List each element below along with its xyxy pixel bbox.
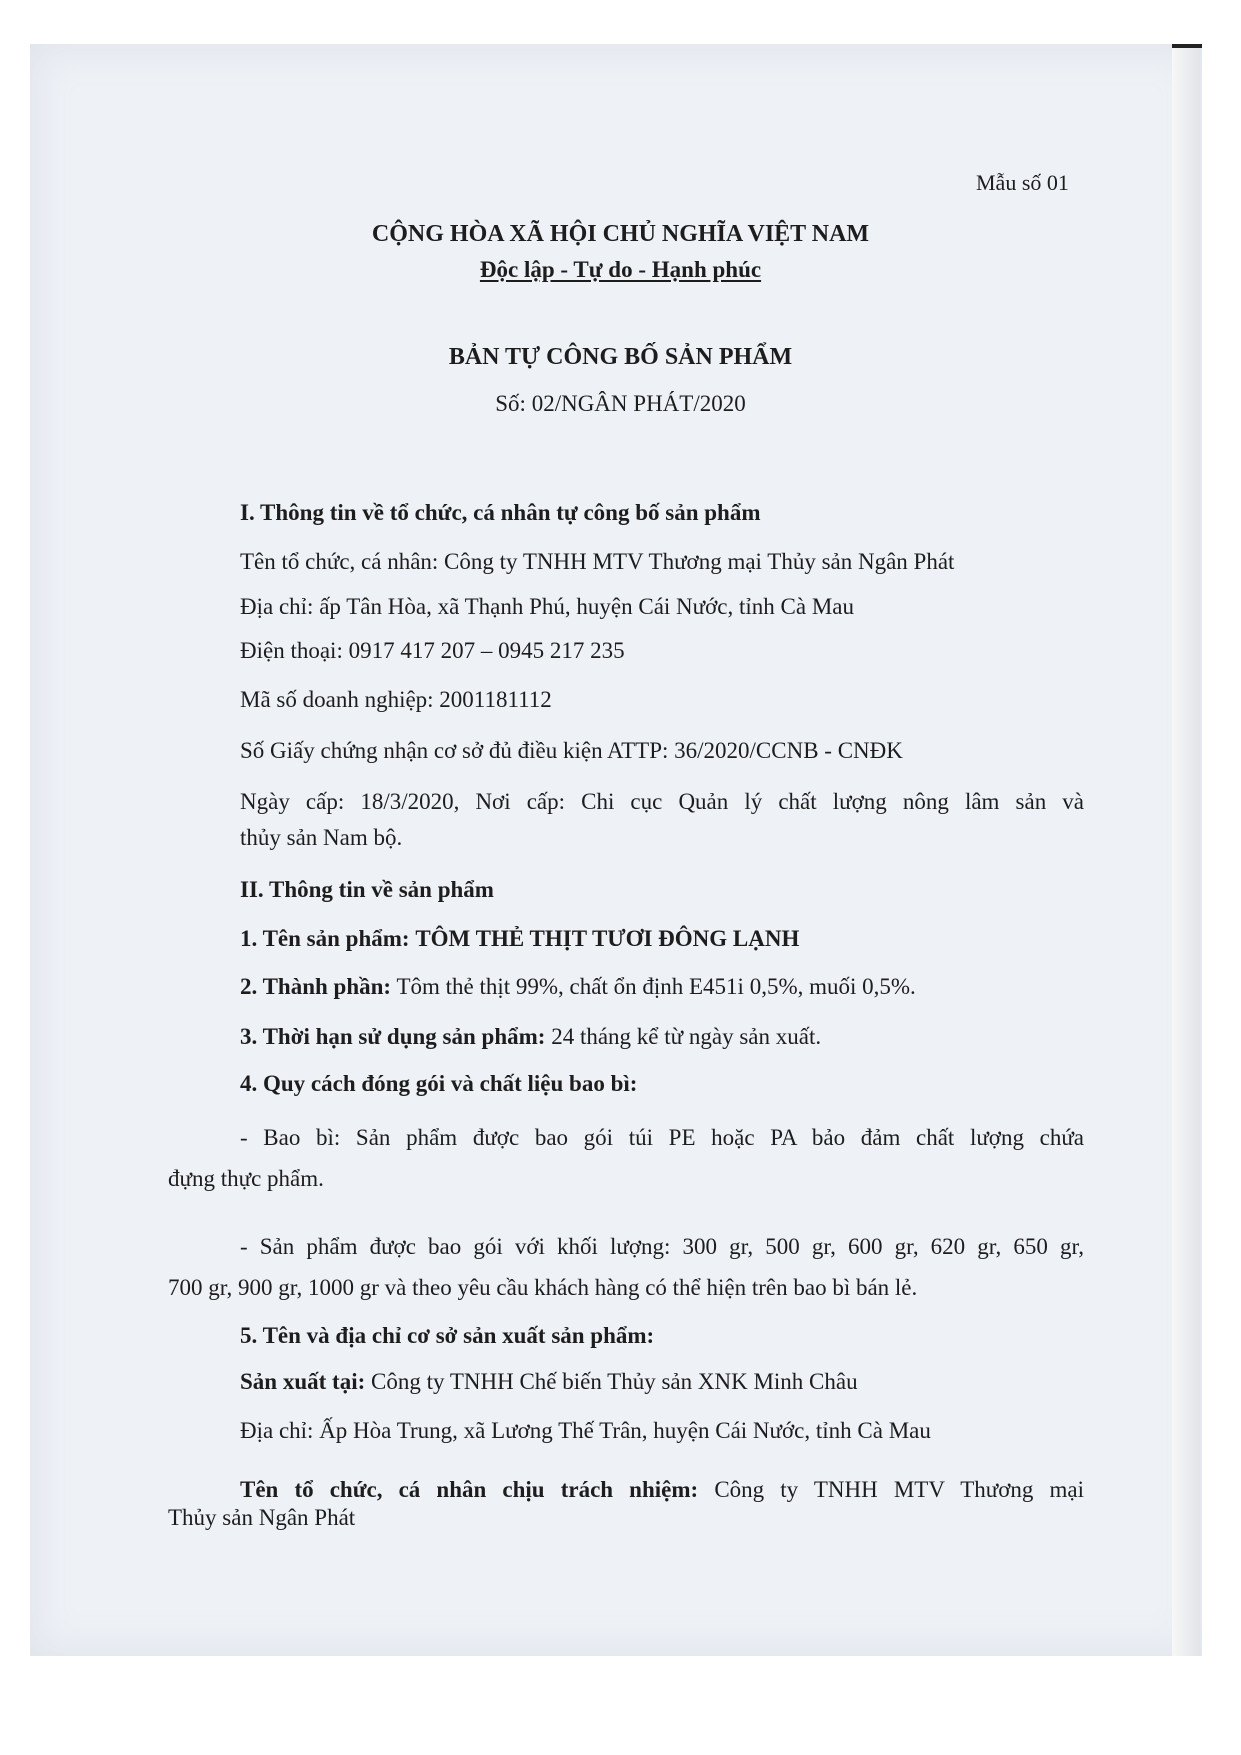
org-address: Địa chỉ: ấp Tân Hòa, xã Thạnh Phú, huyện Cái Nước, tỉnh Cà Mau (240, 594, 854, 619)
packaging-line-1: - Bao bì: Sản phẩm được bao gói túi PE hoặc PA bảo đảm chất lượng chứa (240, 1125, 1084, 1150)
producer-value: Công ty TNHH Chế biến Thủy sản XNK Minh Châu (371, 1369, 858, 1394)
weights-line-1: - Sản phẩm được bao gói với khối lượng: 300 gr, 500 gr, 600 gr, 620 gr, 650 gr, (240, 1234, 1084, 1259)
responsible-label: Tên tổ chức, cá nhân chịu trách nhiệm: (240, 1477, 699, 1502)
org-phone: Điện thoại: 0917 417 207 – 0945 217 235 (240, 638, 625, 663)
org-name: Tên tổ chức, cá nhân: Công ty TNHH MTV Thương mại Thủy sản Ngân Phát (240, 549, 955, 574)
responsible-value-1: Công ty TNHH MTV Thương mại (714, 1477, 1085, 1502)
product-name-label: 1. Tên sản phẩm: (240, 926, 410, 951)
document-page (30, 44, 1202, 1656)
packaging-line-2: đựng thực phẩm. (168, 1166, 324, 1191)
ingredients-label: 2. Thành phần: (240, 974, 392, 999)
packaging-heading: 4. Quy cách đóng gói và chất liệu bao bì: (240, 1071, 638, 1096)
scan-corner-mark (1172, 44, 1202, 48)
document-number: Số: 02/NGÂN PHÁT/2020 (495, 391, 746, 416)
certificate-issue-line-2: thủy sản Nam bộ. (240, 825, 403, 850)
producer-label: Sản xuất tại: (240, 1369, 366, 1394)
motto (0, 255, 1241, 285)
business-code: Mã số doanh nghiệp: 2001181112 (240, 687, 552, 712)
responsible-line-2: Thủy sản Ngân Phát (168, 1505, 356, 1530)
country-title: CỘNG HÒA XÃ HỘI CHỦ NGHĨA VIỆT NAM (371, 221, 870, 247)
shelf-life-value: 24 tháng kể từ ngày sản xuất. (551, 1024, 822, 1049)
form-number: Mẫu số 01 (976, 170, 1069, 195)
certificate-issue-line-1: Ngày cấp: 18/3/2020, Nơi cấp: Chi cục Quản lý chất lượng nông lâm sản và (240, 789, 1084, 814)
shelf-life (240, 1022, 821, 1052)
producer-address: Địa chỉ: Ấp Hòa Trung, xã Lương Thế Trân, huyện Cái Nước, tỉnh Cà Mau (240, 1418, 931, 1443)
producer-heading: 5. Tên và địa chỉ cơ sở sản xuất sản phẩm: (240, 1323, 655, 1348)
safety-certificate: Số Giấy chứng nhận cơ sở đủ điều kiện ATTP: 36/2020/CCNB - CNĐK (240, 738, 903, 763)
producer (240, 1367, 858, 1397)
product-name-value: TÔM THẺ THỊT TƯƠI ĐÔNG LẠNH (415, 926, 800, 951)
ingredients (240, 972, 916, 1002)
document-title: BẢN TỰ CÔNG BỐ SẢN PHẨM (448, 344, 793, 370)
product-name (240, 924, 799, 954)
section-2-heading: II. Thông tin về sản phẩm (240, 877, 494, 902)
page-edge (1172, 44, 1200, 1656)
ingredients-value: Tôm thẻ thịt 99%, chất ổn định E451i 0,5%, muối 0,5%. (396, 974, 916, 999)
section-1-heading: I. Thông tin về tổ chức, cá nhân tự công bố sản phẩm (240, 500, 761, 525)
motto-text: Độc lập - Tự do - Hạnh phúc (479, 257, 762, 282)
responsible-line-1 (240, 1475, 1084, 1505)
weights-line-2: 700 gr, 900 gr, 1000 gr và theo yêu cầu khách hàng có thể hiện trên bao bì bán lẻ. (168, 1275, 918, 1300)
shelf-life-label: 3. Thời hạn sử dụng sản phẩm: (240, 1024, 546, 1049)
